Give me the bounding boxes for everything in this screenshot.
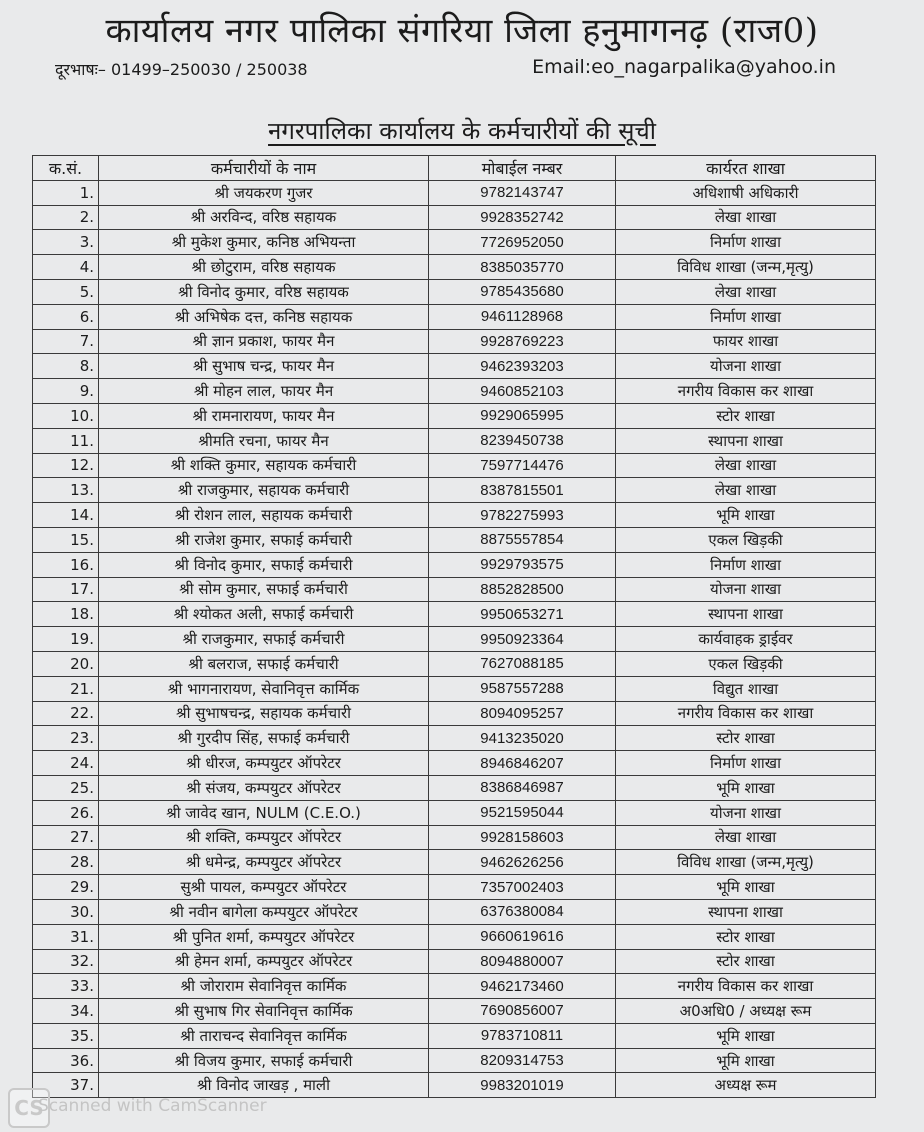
cell-mobile-number: 9983201019 xyxy=(429,1073,616,1098)
cell-employee-name: श्री विजय कुमार, सफाई कर्मचारी xyxy=(99,1048,429,1073)
cell-department: भूमि शाखा xyxy=(616,503,876,528)
table-row xyxy=(33,354,876,379)
cell-employee-name: श्री अभिषेक दत्त, कनिष्ठ सहायक xyxy=(99,304,429,329)
cell-mobile-number: 9950653271 xyxy=(429,602,616,627)
table-row xyxy=(33,503,876,528)
cell-serial-number: 19. xyxy=(33,627,99,652)
cell-mobile-number: 9928352742 xyxy=(429,205,616,230)
cell-mobile-number: 8094095257 xyxy=(429,701,616,726)
phone-numbers: दूरभाषः– 01499–250030 / 250038 xyxy=(55,60,308,79)
cell-employee-name: श्री छोटुराम, वरिष्ठ सहायक xyxy=(99,255,429,280)
table-row xyxy=(33,428,876,453)
cell-department: भूमि शाखा xyxy=(616,1023,876,1048)
cell-mobile-number: 7690856007 xyxy=(429,999,616,1024)
cell-employee-name: श्री विनोद जाखड़ , माली xyxy=(99,1073,429,1098)
cell-serial-number: 7. xyxy=(33,329,99,354)
cell-mobile-number: 9782275993 xyxy=(429,503,616,528)
cell-employee-name: श्री श्योकत अली, सफाई कर्मचारी xyxy=(99,602,429,627)
cell-employee-name: श्री राजकुमार, सहायक कर्मचारी xyxy=(99,478,429,503)
cell-department: कार्यवाहक ड्राईवर xyxy=(616,627,876,652)
list-heading: नगरपालिका कार्यालय के कर्मचारीयों की सूची xyxy=(268,117,656,145)
cell-serial-number: 32. xyxy=(33,949,99,974)
cell-department: लेखा शाखा xyxy=(616,205,876,230)
cell-employee-name: श्री जयकरण गुजर xyxy=(99,180,429,205)
table-row xyxy=(33,825,876,850)
cell-serial-number: 10. xyxy=(33,403,99,428)
cell-department: भूमि शाखा xyxy=(616,1048,876,1073)
table-row xyxy=(33,949,876,974)
cell-employee-name: श्री ताराचन्द सेवानिवृत्त कार्मिक xyxy=(99,1023,429,1048)
cell-department: स्थापना शाखा xyxy=(616,899,876,924)
cell-department: लेखा शाखा xyxy=(616,478,876,503)
cell-employee-name: श्री नवीन बागेला कम्पयुटर ऑपरेटर xyxy=(99,899,429,924)
table-row xyxy=(33,527,876,552)
table-row xyxy=(33,230,876,255)
cell-mobile-number: 9462393203 xyxy=(429,354,616,379)
cell-employee-name: श्री रामनारायण, फायर मैन xyxy=(99,403,429,428)
cell-serial-number: 22. xyxy=(33,701,99,726)
table-row xyxy=(33,627,876,652)
cell-employee-name: श्री गुरदीप सिंह, सफाई कर्मचारी xyxy=(99,726,429,751)
cell-serial-number: 1. xyxy=(33,180,99,205)
cell-department: फायर शाखा xyxy=(616,329,876,354)
cell-employee-name: श्री सुभाषचन्द्र, सहायक कर्मचारी xyxy=(99,701,429,726)
cell-employee-name: श्री रोशन लाल, सहायक कर्मचारी xyxy=(99,503,429,528)
cell-mobile-number: 7597714476 xyxy=(429,453,616,478)
table-row xyxy=(33,800,876,825)
cell-serial-number: 27. xyxy=(33,825,99,850)
cell-department: स्टोर शाखा xyxy=(616,949,876,974)
table-row xyxy=(33,329,876,354)
cell-mobile-number: 9460852103 xyxy=(429,379,616,404)
cell-department: लेखा शाखा xyxy=(616,279,876,304)
cell-mobile-number: 9783710811 xyxy=(429,1023,616,1048)
cell-serial-number: 13. xyxy=(33,478,99,503)
cell-serial-number: 21. xyxy=(33,676,99,701)
table-row xyxy=(33,205,876,230)
col-header-mobile: मोबाईल नम्बर xyxy=(429,156,616,181)
table-row xyxy=(33,924,876,949)
email-address: Email:eo_nagarpalika@yahoo.in xyxy=(532,56,836,78)
cell-mobile-number: 8239450738 xyxy=(429,428,616,453)
table-row xyxy=(33,676,876,701)
cell-department: विद्युत शाखा xyxy=(616,676,876,701)
cell-employee-name: श्री बलराज, सफाई कर्मचारी xyxy=(99,651,429,676)
cell-employee-name: श्री सुभाष गिर सेवानिवृत्त कार्मिक xyxy=(99,999,429,1024)
cell-department: अध्यक्ष रूम xyxy=(616,1073,876,1098)
cell-mobile-number: 9462173460 xyxy=(429,974,616,999)
cell-mobile-number: 8385035770 xyxy=(429,255,616,280)
cell-department: निर्माण शाखा xyxy=(616,304,876,329)
cell-mobile-number: 9462626256 xyxy=(429,850,616,875)
cell-employee-name: श्री भागनारायण, सेवानिवृत्त कार्मिक xyxy=(99,676,429,701)
table-row xyxy=(33,180,876,205)
cell-serial-number: 24. xyxy=(33,751,99,776)
cell-serial-number: 12. xyxy=(33,453,99,478)
cell-department: भूमि शाखा xyxy=(616,775,876,800)
table-row xyxy=(33,1048,876,1073)
cell-serial-number: 33. xyxy=(33,974,99,999)
table-row xyxy=(33,974,876,999)
table-row xyxy=(33,701,876,726)
cell-department: निर्माण शाखा xyxy=(616,552,876,577)
cell-serial-number: 35. xyxy=(33,1023,99,1048)
cell-serial-number: 9. xyxy=(33,379,99,404)
cell-employee-name: श्री ज्ञान प्रकाश, फायर मैन xyxy=(99,329,429,354)
cell-department: स्टोर शाखा xyxy=(616,924,876,949)
cell-department: नगरीय विकास कर शाखा xyxy=(616,379,876,404)
cell-serial-number: 16. xyxy=(33,552,99,577)
cell-serial-number: 2. xyxy=(33,205,99,230)
cell-department: नगरीय विकास कर शाखा xyxy=(616,974,876,999)
cell-serial-number: 20. xyxy=(33,651,99,676)
cell-serial-number: 29. xyxy=(33,875,99,900)
cell-serial-number: 4. xyxy=(33,255,99,280)
cell-employee-name: श्री धमेन्द्र, कम्पयुटर ऑपरेटर xyxy=(99,850,429,875)
table-row xyxy=(33,775,876,800)
cell-employee-name: श्रीमति रचना, फायर मैन xyxy=(99,428,429,453)
table-row xyxy=(33,850,876,875)
cell-mobile-number: 9782143747 xyxy=(429,180,616,205)
cell-employee-name: श्री धीरज, कम्पयुटर ऑपरेटर xyxy=(99,751,429,776)
cell-mobile-number: 8209314753 xyxy=(429,1048,616,1073)
col-header-department: कार्यरत शाखा xyxy=(616,156,876,181)
cell-department: एकल खिड़की xyxy=(616,527,876,552)
table-row xyxy=(33,899,876,924)
cell-serial-number: 6. xyxy=(33,304,99,329)
col-header-name: कर्मचारीयों के नाम xyxy=(99,156,429,181)
cell-department: लेखा शाखा xyxy=(616,453,876,478)
cell-mobile-number: 7726952050 xyxy=(429,230,616,255)
cell-mobile-number: 6376380084 xyxy=(429,899,616,924)
cell-mobile-number: 8386846987 xyxy=(429,775,616,800)
table-row xyxy=(33,1023,876,1048)
table-row xyxy=(33,651,876,676)
table-row xyxy=(33,552,876,577)
col-header-sno: क.सं. xyxy=(33,156,99,181)
cell-department: अ0अधि0 / अध्यक्ष रूम xyxy=(616,999,876,1024)
table-row xyxy=(33,403,876,428)
cell-employee-name: श्री सोम कुमार, सफाई कर्मचारी xyxy=(99,577,429,602)
cell-department: स्टोर शाखा xyxy=(616,403,876,428)
cell-mobile-number: 9660619616 xyxy=(429,924,616,949)
cell-mobile-number: 8852828500 xyxy=(429,577,616,602)
cell-mobile-number: 9785435680 xyxy=(429,279,616,304)
cell-mobile-number: 9929065995 xyxy=(429,403,616,428)
table-row xyxy=(33,279,876,304)
cell-department: निर्माण शाखा xyxy=(616,230,876,255)
table-row xyxy=(33,751,876,776)
cell-mobile-number: 9461128968 xyxy=(429,304,616,329)
table-row xyxy=(33,453,876,478)
cell-mobile-number: 8094880007 xyxy=(429,949,616,974)
table-row xyxy=(33,999,876,1024)
cell-serial-number: 26. xyxy=(33,800,99,825)
table-row xyxy=(33,577,876,602)
cell-employee-name: श्री सुभाष चन्द्र, फायर मैन xyxy=(99,354,429,379)
cell-department: स्थापना शाखा xyxy=(616,602,876,627)
cell-employee-name: श्री राजेश कुमार, सफाई कर्मचारी xyxy=(99,527,429,552)
cell-employee-name: श्री संजय, कम्पयुटर ऑपरेटर xyxy=(99,775,429,800)
cell-employee-name: श्री शक्ति, कम्पयुटर ऑपरेटर xyxy=(99,825,429,850)
cell-mobile-number: 8946846207 xyxy=(429,751,616,776)
cell-serial-number: 37. xyxy=(33,1073,99,1098)
table-row xyxy=(33,726,876,751)
watermark-text: Scanned with CamScanner xyxy=(38,1096,267,1116)
cell-mobile-number: 7627088185 xyxy=(429,651,616,676)
cell-serial-number: 31. xyxy=(33,924,99,949)
cell-mobile-number: 7357002403 xyxy=(429,875,616,900)
cell-department: स्टोर शाखा xyxy=(616,726,876,751)
staff-table xyxy=(32,155,876,1098)
cell-department: योजना शाखा xyxy=(616,800,876,825)
cell-employee-name: श्री मुकेश कुमार, कनिष्ठ अभियन्ता xyxy=(99,230,429,255)
table-row xyxy=(33,478,876,503)
cell-serial-number: 3. xyxy=(33,230,99,255)
staff-table-body xyxy=(33,180,876,1097)
office-title: कार्यालय नगर पालिका संगरिया जिला हनुमागनढ़ (राज0) xyxy=(105,11,819,51)
table-row xyxy=(33,255,876,280)
cell-department: एकल खिड़की xyxy=(616,651,876,676)
cell-serial-number: 11. xyxy=(33,428,99,453)
cell-mobile-number: 9928769223 xyxy=(429,329,616,354)
cell-serial-number: 30. xyxy=(33,899,99,924)
cell-serial-number: 23. xyxy=(33,726,99,751)
cell-department: निर्माण शाखा xyxy=(616,751,876,776)
cell-serial-number: 28. xyxy=(33,850,99,875)
scanner-watermark xyxy=(8,1088,308,1128)
table-row xyxy=(33,379,876,404)
cell-employee-name: श्री शक्ति कुमार, सहायक कर्मचारी xyxy=(99,453,429,478)
cell-serial-number: 36. xyxy=(33,1048,99,1073)
cell-department: स्थापना शाखा xyxy=(616,428,876,453)
cell-mobile-number: 9950923364 xyxy=(429,627,616,652)
cell-employee-name: श्री जावेद खान, NULM (C.E.O.) xyxy=(99,800,429,825)
cell-department: योजना शाखा xyxy=(616,354,876,379)
cell-department: भूमि शाखा xyxy=(616,875,876,900)
cell-serial-number: 25. xyxy=(33,775,99,800)
cell-employee-name: श्री मोहन लाल, फायर मैन xyxy=(99,379,429,404)
cell-serial-number: 18. xyxy=(33,602,99,627)
cell-serial-number: 34. xyxy=(33,999,99,1024)
cell-department: विविध शाखा (जन्म,मृत्यु) xyxy=(616,850,876,875)
cell-serial-number: 14. xyxy=(33,503,99,528)
cell-department: लेखा शाखा xyxy=(616,825,876,850)
table-row xyxy=(33,602,876,627)
cell-serial-number: 17. xyxy=(33,577,99,602)
cell-mobile-number: 9928158603 xyxy=(429,825,616,850)
cell-mobile-number: 9587557288 xyxy=(429,676,616,701)
cell-serial-number: 8. xyxy=(33,354,99,379)
cell-employee-name: श्री पुनित शर्मा, कम्पयुटर ऑपरेटर xyxy=(99,924,429,949)
cell-mobile-number: 9413235020 xyxy=(429,726,616,751)
cell-serial-number: 15. xyxy=(33,527,99,552)
cell-department: विविध शाखा (जन्म,मृत्यु) xyxy=(616,255,876,280)
cell-employee-name: श्री अरविन्द, वरिष्ठ सहायक xyxy=(99,205,429,230)
cell-employee-name: सुश्री पायल, कम्पयुटर ऑपरेटर xyxy=(99,875,429,900)
cell-mobile-number: 9521595044 xyxy=(429,800,616,825)
cell-employee-name: श्री राजकुमार, सफाई कर्मचारी xyxy=(99,627,429,652)
cell-employee-name: श्री विनोद कुमार, सफाई कर्मचारी xyxy=(99,552,429,577)
cell-department: अधिशाषी अधिकारी xyxy=(616,180,876,205)
cell-mobile-number: 9929793575 xyxy=(429,552,616,577)
table-row xyxy=(33,875,876,900)
cell-serial-number: 5. xyxy=(33,279,99,304)
cell-department: योजना शाखा xyxy=(616,577,876,602)
cell-mobile-number: 8875557854 xyxy=(429,527,616,552)
cell-mobile-number: 8387815501 xyxy=(429,478,616,503)
camscanner-logo: CS xyxy=(8,1088,50,1128)
cell-department: नगरीय विकास कर शाखा xyxy=(616,701,876,726)
cell-employee-name: श्री जोराराम सेवानिवृत्त कार्मिक xyxy=(99,974,429,999)
cell-employee-name: श्री हेमन शर्मा, कम्पयुटर ऑपरेटर xyxy=(99,949,429,974)
table-row xyxy=(33,304,876,329)
table-header-row xyxy=(33,156,876,181)
cell-employee-name: श्री विनोद कुमार, वरिष्ठ सहायक xyxy=(99,279,429,304)
